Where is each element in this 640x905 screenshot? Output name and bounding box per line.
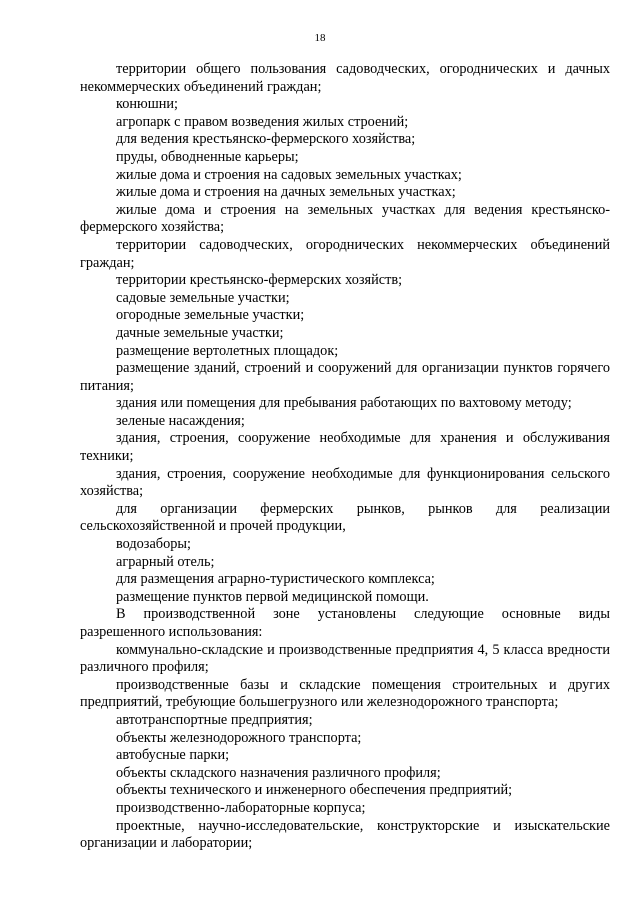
paragraph: объекты технического и инженерного обеспечения предприятий; <box>116 782 513 799</box>
paragraph: дачные земельные участки; <box>116 324 284 341</box>
paragraph: для организации фермерских рынков, рынков для реализации сельскохозяйственной и прочей продукции, <box>80 500 610 535</box>
paragraph: объекты железнодорожного транспорта; <box>116 729 362 746</box>
paragraph: территории общего пользования садоводческих, огороднических и дачных некоммерческих объединений граждан; <box>80 61 610 95</box>
paragraph: жилые дома и строения на дачных земельных участках; <box>116 184 456 201</box>
paragraph: конюшни; <box>116 96 178 113</box>
paragraph: проектные, научно-исследовательские, конструкторские и изыскательские организации и лаборатории; <box>80 817 610 852</box>
paragraph: садовые земельные участки; <box>116 289 290 306</box>
paragraph: здания или помещения для пребывания работающих по вахтовому методу; <box>116 395 572 412</box>
paragraph: коммунально-складские и производственные предприятия 4, 5 класса вредности различного профиля; <box>80 641 610 676</box>
paragraph: огородные земельные участки; <box>116 307 305 324</box>
paragraph: автобусные парки; <box>116 747 230 764</box>
paragraph: жилые дома и строения на садовых земельных участках; <box>116 166 462 183</box>
paragraph: В производственной зоне установлены следующие основные виды разрешенного использования: <box>80 606 610 640</box>
paragraph: территории садоводческих, огороднических некоммерческих объединений граждан; <box>80 236 610 271</box>
paragraph: производственно-лабораторные корпуса; <box>116 799 366 816</box>
page-number: 18 <box>314 32 326 44</box>
paragraph: размещение зданий, строений и сооружений для организации пунктов горячего питания; <box>80 360 610 394</box>
paragraph: производственные базы и складские помещения строительных и других предприятий, требующие большегрузного или железнодорожного транспорта; <box>80 676 610 711</box>
paragraph: аграрный отель; <box>116 553 215 570</box>
paragraph: территории крестьянско-фермерских хозяйств; <box>116 272 403 289</box>
paragraph: агропарк с правом возведения жилых строений; <box>116 113 409 130</box>
paragraph: зеленые насаждения; <box>116 412 245 429</box>
paragraph: пруды, обводненные карьеры; <box>116 148 299 165</box>
paragraph: здания, строения, сооружение необходимые для хранения и обслуживания техники; <box>80 430 610 465</box>
paragraph: здания, строения, сооружение необходимые для функционирования сельского хозяйства; <box>80 465 610 500</box>
paragraph: размещение пунктов первой медицинской помощи. <box>116 588 429 605</box>
paragraph: размещение вертолетных площадок; <box>116 342 339 359</box>
paragraph: для размещения аграрно-туристического комплекса; <box>116 571 435 588</box>
paragraph: водозаборы; <box>116 536 191 553</box>
paragraph: для ведения крестьянско-фермерского хозяйства; <box>116 131 416 148</box>
document-body <box>80 61 610 853</box>
paragraph: жилые дома и строения на земельных участках для ведения крестьянско-фермерского хозяйства; <box>80 201 610 236</box>
paragraph: объекты складского назначения различного профиля; <box>116 764 441 781</box>
paragraph: автотранспортные предприятия; <box>116 711 313 728</box>
